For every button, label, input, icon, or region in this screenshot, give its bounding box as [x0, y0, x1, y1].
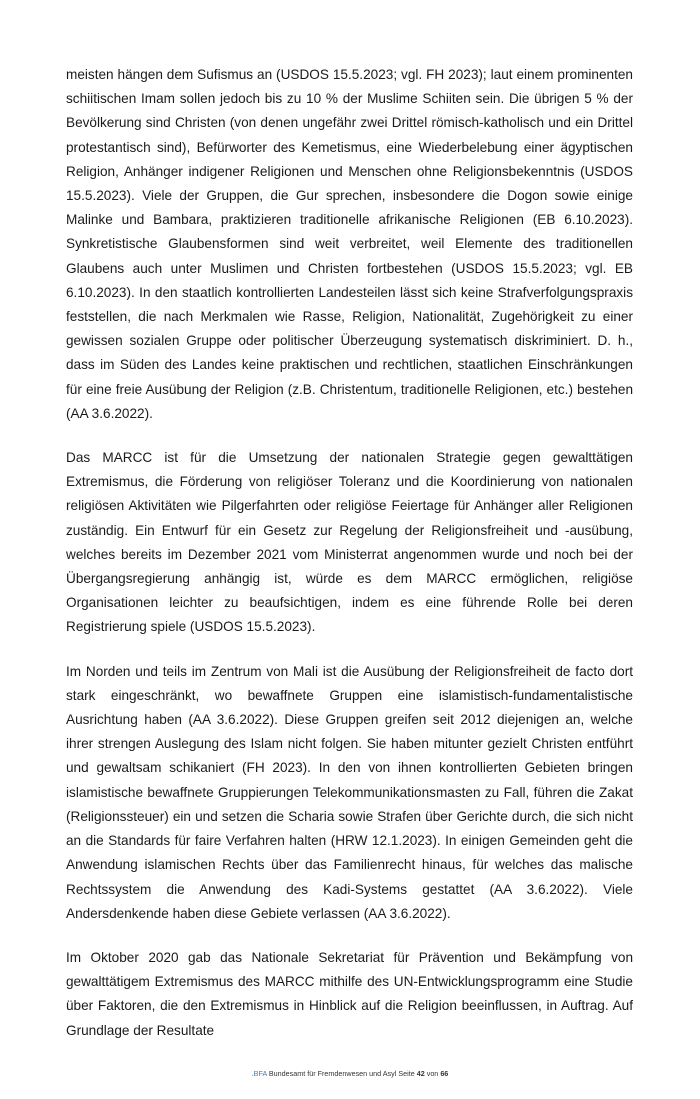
- paragraph-marcc: Das MARCC ist für die Umsetzung der nationalen Strategie gegen gewalttätigen Extremismus, die Förderung von religiöser Toleranz und die Koordinierung von nationalen religiösen Aktivitäten wie Pilgerfahrten oder religiöse Feiertage für Anhänger aller Religionen zuständig. Ein Entwurf für ein Gesetz zur Regelung der Religionsfreiheit und -ausübung, welches bereits im Dezember 2021 vom Ministerrat angenommen wurde und noch bei der Übergangsregierung anhängig ist, würde es dem MARCC ermöglichen, religiöse Organisationen leichter zu beaufsichtigen, indem es eine führende Rolle bei deren Registrierung spiele (USDOS 15.5.2023).: [66, 450, 633, 635]
- footer-page-label: Seite: [398, 1068, 415, 1078]
- page-total: 66: [440, 1068, 449, 1078]
- paragraph-study: Im Oktober 2020 gab das Nationale Sekretariat für Prävention und Bekämpfung von gewalttätigem Extremismus des MARCC mithilfe des UN-Entwicklungsprogramm eine Studie über Faktoren, die den Extremismus in Hinblick auf die Religion beeinflussen, in Auftrag. Auf Grundlage der Resultate: [66, 949, 633, 1038]
- paragraph-religion-demographics: meisten hängen dem Sufismus an (USDOS 15.5.2023; vgl. FH 2023); laut einem prominenten schiitischen Imam sollen jedoch bis zu 10 % der Muslime Schiiten sein. Die übrigen 5 % der Bevölkerung sind Christen (von denen ungefähr zwei Drittel römisch-katholisch und ein Drittel protestantisch sind), Befürworter des Kemetismus, eine Wiederbelebung einer ägyptischen Religion, Anhänger indigener Religionen und Menschen ohne Religionsbekenntnis (USDOS 15.5.2023). Viele der Gruppen, die Gur sprechen, insbesondere die Dogon sowie einige Malinke und Bambara, praktizieren traditionelle afrikanische Religionen (EB 6.10.2023). Synkretistische Glaubensformen sind weit verbreitet, weil Elemente des traditionellen Glaubens auch unter Muslimen und Christen fortbestehen (USDOS 15.5.2023; vgl. EB 6.10.2023). In den staatlich kontrollierten Landesteilen lässt sich keine Strafverfolgungspraxis feststellen, die nach Merkmalen wie Rasse, Religion, Nationalität, Zugehörigkeit zu einer gewissen sozialen Gruppe oder politischer Überzeugung systematisch diskriminiert. D. h., dass im Süden des Landes keine praktischen und rechtlichen, staatlichen Einschränkungen für eine freie Ausübung der Religion (z.B. Christentum, traditionelle Religionen, etc.) bestehen (AA 3.6.2022).: [66, 67, 633, 421]
- document-body: [66, 0, 633, 1043]
- bfa-logo: .BFA: [251, 1068, 267, 1078]
- page-number: 42: [416, 1068, 425, 1078]
- footer-org: Bundesamt für Fremdenwesen und Asyl: [268, 1068, 397, 1078]
- paragraph-north-restrictions: Im Norden und teils im Zentrum von Mali ist die Ausübung der Religionsfreiheit de facto dort stark eingeschränkt, wo bewaffnete Gruppen eine islamistisch-fundamentalistische Ausrichtung haben (AA 3.6.2022). Diese Gruppen greifen seit 2012 diejenigen an, welche ihrer strengen Auslegung des Islam nicht folgen. Sie haben mitunter gezielt Christen entführt und gewaltsam schikaniert (FH 2023). In den von ihnen kontrollierten Gebieten bringen islamistische bewaffnete Gruppierungen Telekommunikationsmasten zu Fall, führen die Zakat (Religionssteuer) ein und setzen die Scharia sowie Strafen über Gerichte durch, die sich nicht an die Standards für faire Verfahren halten (HRW 12.1.2023). In einigen Gemeinden geht die Anwendung islamischen Rechts über das Familienrecht hinaus, für welches das malische Rechtssystem die Anwendung des Kadi-Systems gestattet (AA 3.6.2022). Viele Andersdenkende haben diese Gebiete verlassen (AA 3.6.2022).: [66, 663, 633, 921]
- page-footer: [0, 1069, 700, 1099]
- footer-of-label: von: [426, 1068, 439, 1078]
